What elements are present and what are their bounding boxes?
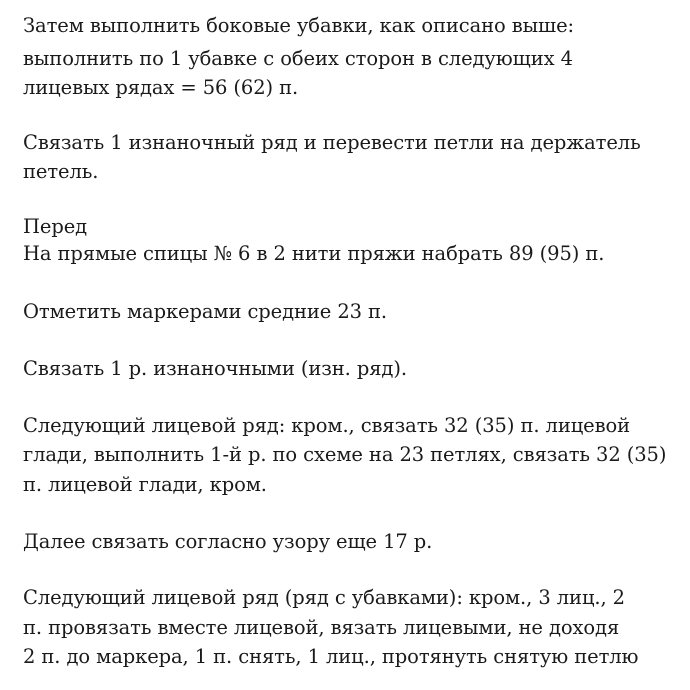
paragraph-2-line-1: Связать 1 изнаночный ряд и перевести петли на держатель [23,131,641,154]
section-heading-front: Перед [23,215,88,238]
paragraph-1-line-3: лицевых рядах = 56 (62) п. [23,76,299,99]
paragraph-1-line-2: выполнить по 1 убавке с обеих сторон в следующих 4 [23,47,573,70]
paragraph-6-line-1: Следующий лицевой ряд: кром., связать 32 (35) п. лицевой [23,414,631,437]
paragraph-8-line-3: 2 п. до маркера, 1 п. снять, 1 лиц., протянуть снятую петлю [23,645,639,668]
paragraph-6-line-3: п. лицевой глади, кром. [23,473,267,496]
paragraph-7-line-1: Далее связать согласно узору еще 17 р. [23,530,433,553]
paragraph-3-line-2: На прямые спицы № 6 в 2 нити пряжи набрать 89 (95) п. [23,242,605,265]
paragraph-5-line-1: Связать 1 р. изнаночными (изн. ряд). [23,357,407,380]
paragraph-6-line-2: глади, выполнить 1-й р. по схеме на 23 петлях, связать 32 (35) [23,443,667,466]
paragraph-1-line-1: Затем выполнить боковые убавки, как описано выше: [23,14,574,37]
paragraph-2-line-2: петель. [23,160,99,183]
paragraph-8-line-2: п. провязать вместе лицевой, вязать лицевыми, не доходя [23,616,620,639]
paragraph-4-line-1: Отметить маркерами средние 23 п. [23,300,388,323]
paragraph-8-line-1: Следующий лицевой ряд (ряд с убавками): кром., 3 лиц., 2 [23,586,625,609]
